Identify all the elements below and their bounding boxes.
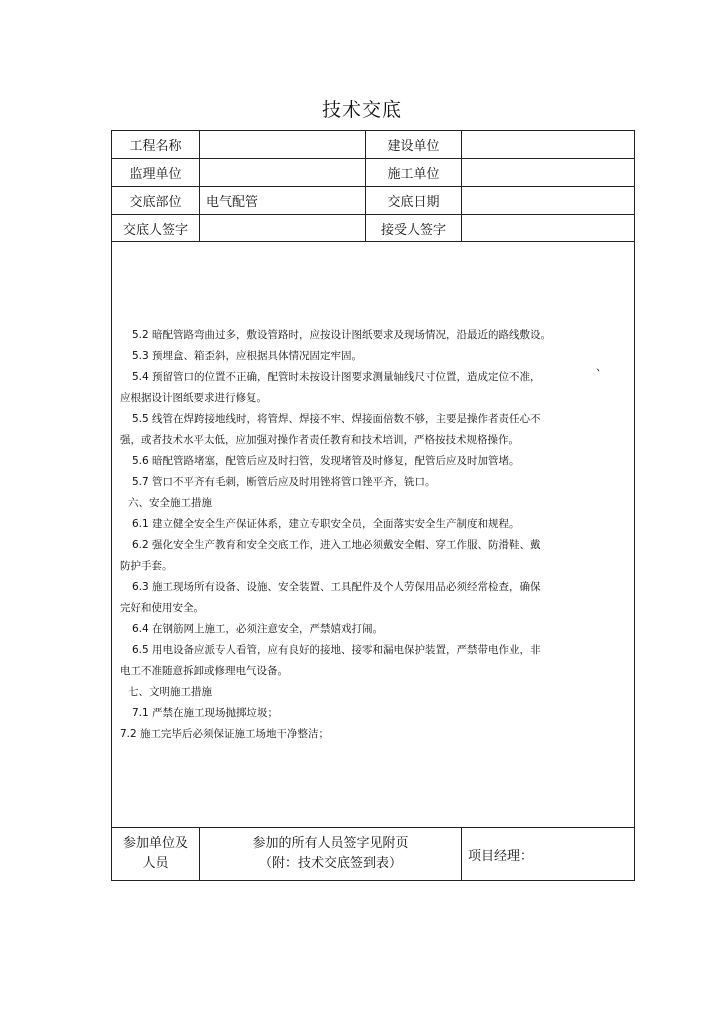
content-line: 5.7 管口不平齐有毛刺，断管后应及时用锉将管口锉平齐，铣口。 <box>132 475 436 488</box>
supervision-unit-value[interactable] <box>200 159 366 187</box>
supervision-unit-label: 监理单位 <box>112 159 200 187</box>
receiver-signer-value[interactable] <box>462 215 635 242</box>
handover-part-value[interactable]: 电气配管 <box>200 187 366 215</box>
section-heading: 六、安全施工措施 <box>128 496 212 509</box>
document-title: 技术交底 <box>321 99 402 121</box>
project-manager-label: 项目经理： <box>468 848 534 864</box>
participants-label-line-1: 参加单位及 <box>122 836 188 851</box>
stray-mark: 、 <box>596 360 607 373</box>
participants-label <box>112 828 200 881</box>
content-line: 应根据设计图纸要求进行修复。 <box>120 391 267 404</box>
content-line: 6.5 用电设备应派专人看管，应有良好的接地、接零和漏电保护装置，严禁带电作业，非 <box>132 643 541 656</box>
content-line: 6.3 施工现场所有设备、设施、安全装置、工具配件及个人劳保用品必须经常检查，确保 <box>132 580 541 593</box>
participants-note <box>200 828 462 881</box>
content-line: 5.3 预埋盒、箱歪斜，应根据具体情况固定牢固。 <box>132 349 363 362</box>
project-manager-cell[interactable] <box>462 828 635 881</box>
content-line: 6.4 在钢筋网上施工，必须注意安全，严禁嬉戏打闹。 <box>132 622 384 635</box>
construction-unit-label: 建设单位 <box>366 131 462 159</box>
content-line: 5.6 暗配管路堵塞，配管后应及时扫管，发现堵管及时修复，配管后应及时加管堵。 <box>132 454 520 467</box>
content-line: 7.2 施工完毕后必须保证施工场地干净整洁； <box>120 727 330 740</box>
handover-form-table <box>111 130 635 881</box>
building-unit-value[interactable] <box>462 159 635 187</box>
participants-label-line-2: 人员 <box>142 856 169 871</box>
building-unit-label: 施工单位 <box>366 159 462 187</box>
content-line: 7.1 严禁在施工现场抛掷垃圾； <box>132 706 279 719</box>
handover-date-label: 交底日期 <box>366 187 462 215</box>
construction-unit-value[interactable] <box>462 131 635 159</box>
content-line: 6.1 建立健全安全生产保证体系，建立专职安全员，全面落实安全生产制度和规程。 <box>132 517 520 530</box>
content-line: 防护手套。 <box>120 559 173 572</box>
content-line: 5.2 暗配管路弯曲过多，敷设管路时，应按设计图纸要求及现场情况，沿最近的路线敷设。 <box>132 328 552 341</box>
content-line: 6.2 强化安全生产教育和安全交底工作，进入工地必须戴安全帽、穿工作服、防滑鞋、戴 <box>132 538 541 551</box>
content-line: 5.5 线管在焊跨接地线时，将管焊、焊接不牢、焊接面倍数不够，主要是操作者责任心不 <box>132 412 541 425</box>
handover-signer-label: 交底人签字 <box>112 215 200 242</box>
project-name-label: 工程名称 <box>112 131 200 159</box>
content-line: 电工不准随意拆卸或修理电气设备。 <box>120 664 288 677</box>
content-cell <box>112 242 635 828</box>
content-line: 强，或者技术水平太低，应加强对操作者责任教育和技术培训，严格按技术规格操作。 <box>120 433 519 446</box>
content-line: 5.4 预留管口的位置不正确，配管时未按设计图要求测量轴线尺寸位置，造成定位不准， <box>132 370 541 383</box>
handover-date-value[interactable] <box>462 187 635 215</box>
row-project <box>112 131 635 159</box>
section-heading: 七、文明施工措施 <box>128 685 212 698</box>
participants-note-line-1: 参加的所有人员签字见附页 <box>252 836 409 851</box>
row-handover-part <box>112 187 635 215</box>
content-line: 完好和使用安全。 <box>120 601 204 614</box>
row-footer <box>112 828 635 881</box>
handover-signer-value[interactable] <box>200 215 366 242</box>
project-name-value[interactable] <box>200 131 366 159</box>
receiver-signer-label: 接受人签字 <box>366 215 462 242</box>
handover-part-label: 交底部位 <box>112 187 200 215</box>
row-supervision <box>112 159 635 187</box>
row-content <box>112 242 635 828</box>
row-signers <box>112 215 635 242</box>
participants-note-line-2: （附：技术交底签到表） <box>258 856 402 871</box>
